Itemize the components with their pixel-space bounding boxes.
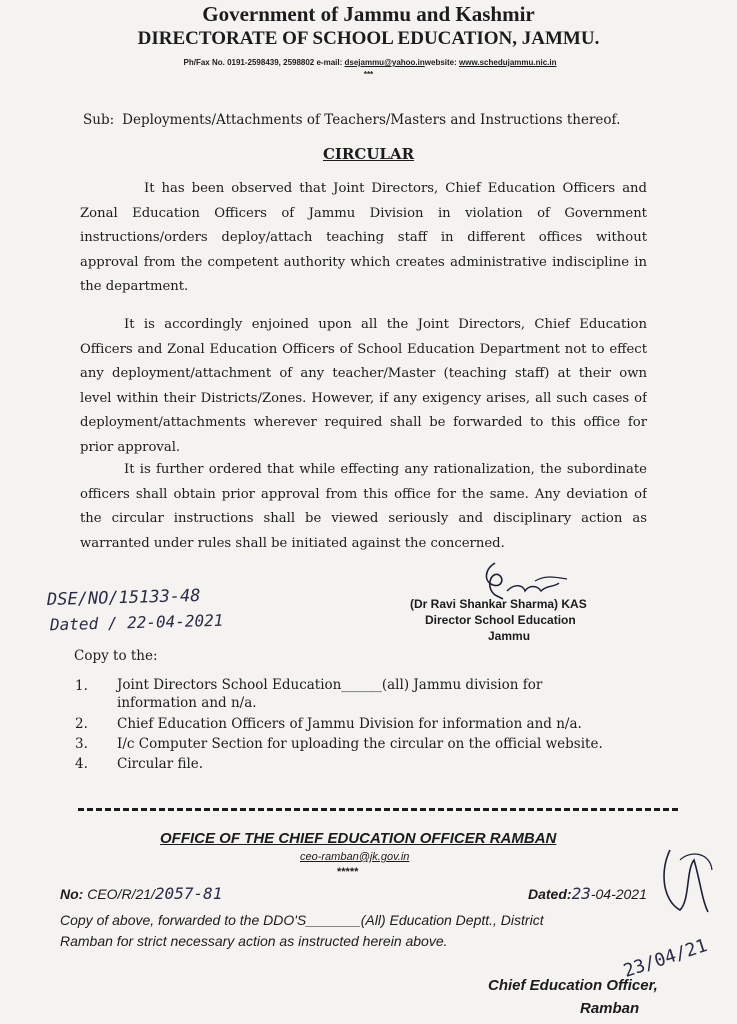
endorsement-line: Copy of above, forwarded to the DDO'S_______(All) Education Deptt., District — [60, 912, 544, 928]
directorate-heading: DIRECTORATE OF SCHOOL EDUCATION, JAMMU. — [137, 28, 600, 49]
handwritten-stamp-date: 23/04/21 — [620, 935, 710, 982]
paragraph-line: the department. — [80, 279, 189, 294]
contact-prefix: Ph/Fax No. 0191-2598439, 2598802 e-mail: — [183, 58, 345, 67]
website-link[interactable]: www.schedujammu.nic.in — [459, 58, 557, 67]
ceo-place: Ramban — [580, 1000, 640, 1017]
paragraph-3 — [80, 458, 647, 556]
subject-line — [83, 112, 620, 128]
endorsement-office-heading: OFFICE OF THE CHIEF EDUCATION OFFICER RAMBAN — [160, 830, 557, 847]
ceo-title: Chief Education Officer, — [488, 977, 658, 994]
paragraph-line: warranted under rules shall be initiated against the concerned. — [80, 535, 505, 551]
email-link[interactable]: dsejammu@yahoo.in — [344, 58, 425, 67]
paragraph-line: any deployment/attachment of any teacher/Master (teaching staff) at their own — [80, 366, 647, 381]
date-label: Dated: — [528, 886, 572, 902]
list-item-number: 3. — [75, 736, 88, 752]
paragraph-2 — [80, 313, 647, 460]
endorsement-stars: ***** — [337, 866, 359, 878]
endorsement-email[interactable]: ceo-ramban@jk.gov.in — [300, 851, 410, 863]
copy-to-label: Copy to the: — [74, 648, 158, 664]
paragraph-1 — [80, 177, 647, 300]
number-value: CEO/R/21/ — [83, 886, 155, 902]
paragraph-line: officers shall obtain prior approval from this office for the same. Any deviation of — [80, 486, 647, 502]
paragraph-line: prior approval. — [80, 439, 181, 455]
section-divider — [78, 808, 678, 811]
header-stars: *** — [363, 70, 374, 79]
paragraph-line: level within their Districts/Zones. However, if any exigency arises, all such cases of — [80, 390, 647, 406]
list-item-number: 1. — [75, 678, 88, 694]
signatory-name: (Dr Ravi Shankar Sharma) KAS — [410, 597, 587, 611]
signatory-title: Director School Education — [425, 613, 576, 627]
paragraph-line: It has been observed that Joint Directors, Chief Education Officers and — [144, 181, 647, 196]
list-item-text: Chief Education Officers of Jammu Division for information and n/a. — [117, 716, 582, 732]
paragraph-line: It is further ordered that while effecting any rationalization, the subordinate — [124, 462, 647, 477]
paragraph-line: instructions/orders deploy/attach teaching staff in different offices without — [80, 230, 647, 245]
list-item-number: 4. — [75, 756, 88, 772]
subject-label: Sub: — [83, 112, 115, 128]
paragraph-line: deployment/attachments wherever required shall be forwarded to this office for — [80, 415, 647, 430]
endorsement-number — [60, 884, 222, 903]
number-handwritten: 2057-81 — [154, 884, 223, 903]
government-heading: Government of Jammu and Kashmir — [202, 2, 535, 26]
paragraph-line: approval from the competent authority which creates administrative indiscipline in — [80, 254, 647, 270]
endorsement-line: Ramban for strict necessary action as instructed herein above. — [60, 933, 448, 949]
date-handwritten: 23 — [571, 884, 591, 903]
handwritten-dated: Dated / 22-04-2021 — [49, 610, 224, 635]
list-item-number: 2. — [75, 716, 88, 732]
subject-text: Deployments/Attachments of Teachers/Masters and Instructions thereof. — [122, 112, 621, 128]
endorsement-text — [60, 910, 544, 952]
date-value: -04-2021 — [590, 886, 647, 902]
number-label: No: — [60, 886, 84, 902]
endorsement-date — [528, 884, 647, 903]
ceo-signature — [650, 840, 730, 940]
list-item-text: Circular file. — [117, 756, 204, 772]
list-item-text: Joint Directors School Education______(all) Jammu division for information and n/a. — [117, 677, 543, 711]
circular-title: CIRCULAR — [322, 145, 415, 163]
paragraph-line: It is accordingly enjoined upon all the Joint Directors, Chief Education — [124, 317, 647, 332]
list-item-text: I/c Computer Section for uploading the circular on the official website. — [117, 736, 603, 752]
paragraph-line: the circular instructions shall be viewed seriously and disciplinary action as — [80, 511, 647, 526]
paragraph-line: Zonal Education Officers of Jammu Division in violation of Government — [80, 205, 647, 221]
contact-line — [140, 58, 600, 67]
handwritten-dse-number: DSE/NO/15133-48 — [46, 585, 201, 611]
website-label: website: — [424, 58, 459, 67]
signatory-place: Jammu — [488, 629, 531, 643]
paragraph-line: Officers and Zonal Education Officers of School Education Department not to effect — [80, 341, 647, 357]
